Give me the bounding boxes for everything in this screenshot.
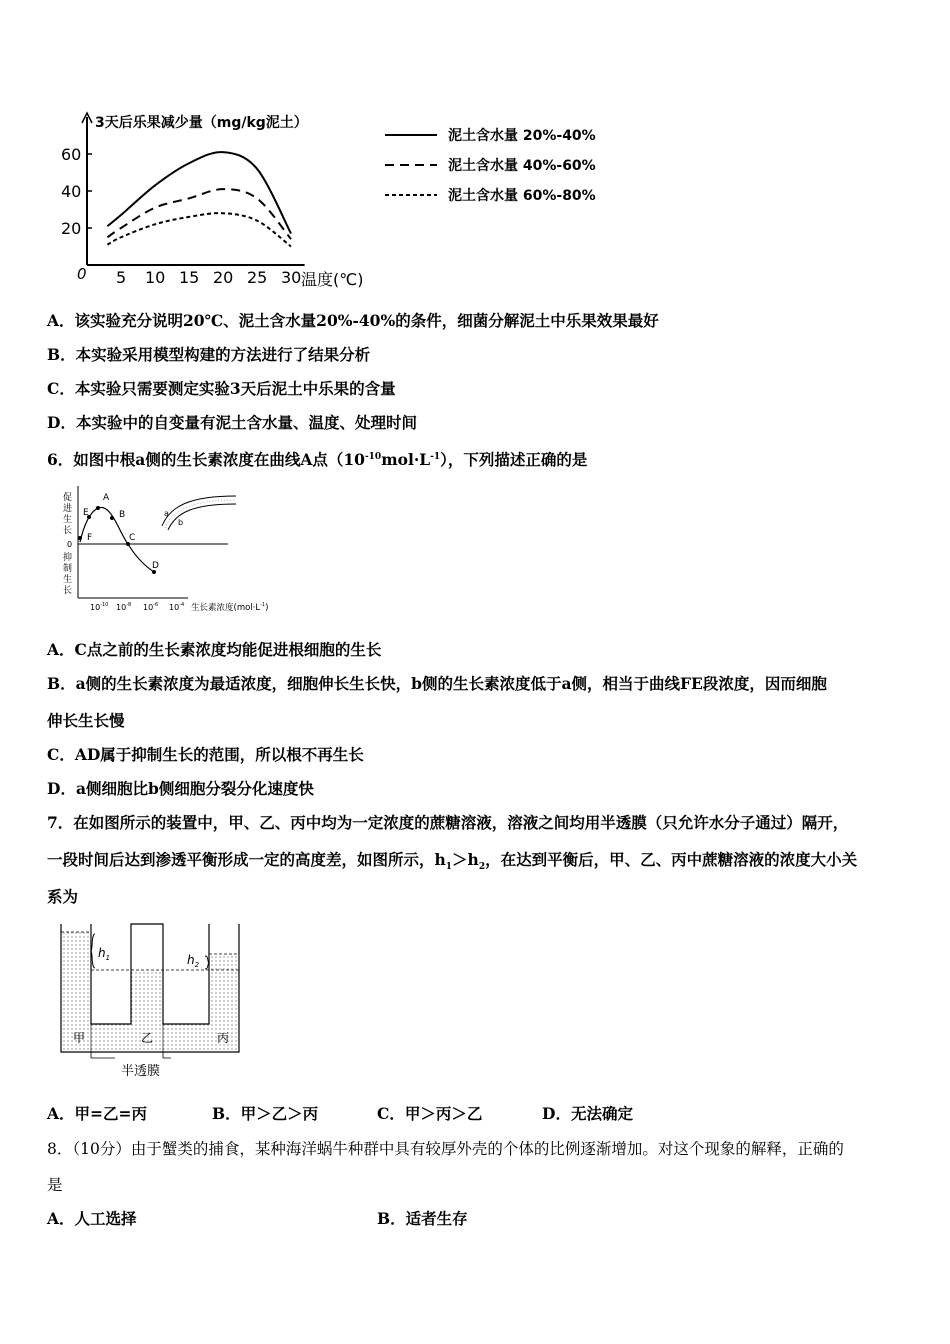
- x-axis-label: 生长素浓度$(mol\cdot L^{-1})$: [191, 602, 269, 613]
- q6-option-a: A．C点之前的生长素浓度均能促进根细胞的生长: [47, 640, 382, 659]
- y-label-5: 抑: [63, 553, 73, 563]
- root-label-b: b: [178, 518, 184, 527]
- legend-label-3: 泥土含水量 60%-80%: [448, 188, 596, 204]
- x-axis-label: 温度(℃): [301, 270, 364, 289]
- chart-title: 3天后乐果减少量（mg/kg泥土）: [95, 115, 308, 131]
- q7-stem-line3: 系为: [47, 887, 79, 906]
- y-label-8: 长: [63, 586, 73, 596]
- q8-option-b: B．适者生存: [377, 1209, 468, 1228]
- root-label-a: a: [164, 509, 169, 518]
- q5-option-c: C．本实验只需要测定实验3天后泥土中乐果的含量: [47, 379, 396, 398]
- q8-option-a: A．人工选择: [47, 1209, 137, 1228]
- x-tick-4: $10^{-4}$: [169, 602, 185, 612]
- legend-label-2: 泥土含水量 40%-60%: [448, 158, 596, 174]
- point-b: [110, 516, 114, 520]
- q8-stem-line2: 是: [47, 1176, 63, 1194]
- label-c: C: [129, 533, 136, 543]
- x-tick-3: $10^{-6}$: [143, 602, 159, 612]
- osmosis-device-figure: [55, 920, 245, 1085]
- label-e: E: [83, 508, 89, 518]
- label-membrane: 半透膜: [121, 1064, 161, 1079]
- fluid-yi-column: [131, 970, 163, 1030]
- q6-stem: 6．如图中根a侧的生长素浓度在曲线A点$(10^{-10}mol\cdot L^{-1})$，下列描述正确的是: [47, 450, 588, 470]
- legend-label-1: 泥土含水量 20%-40%: [448, 128, 596, 144]
- q8-options-row: [47, 1209, 468, 1229]
- y-label-6: 制: [63, 564, 73, 574]
- q5-option-b: B．本实验采用模型构建的方法进行了结果分析: [47, 345, 371, 364]
- y-label-2: 进: [63, 504, 73, 514]
- x-ticks: [90, 602, 184, 612]
- label-a: A: [103, 493, 110, 503]
- q6-option-b-line1: B．a侧的生长素浓度为最适浓度，细胞伸长生长快，b侧的生长素浓度低于a侧，相当于曲线FE段浓度，因而细胞: [47, 674, 827, 693]
- label-jia: 甲: [73, 1031, 86, 1045]
- label-b: B: [119, 510, 126, 520]
- x-tick-label: 15: [179, 268, 200, 287]
- auxin-curve-figure: [58, 480, 308, 620]
- q7-stem-line1: 7．在如图所示的装置中，甲、乙、丙中均为一定浓度的蔗糖溶液，溶液之间均用半透膜（只允许水分子通过）隔开，: [47, 813, 849, 832]
- q7-options-row: [47, 1104, 633, 1124]
- fluid-bing-column: [209, 954, 239, 1030]
- label-bing: 丙: [217, 1031, 230, 1045]
- x-tick-label: 25: [247, 268, 268, 287]
- h1-label: $h_1$: [98, 946, 111, 962]
- q7-option-b: B．甲＞乙＞丙: [212, 1104, 319, 1123]
- q6-option-c: C．AD属于抑制生长的范围，所以根不再生长: [47, 745, 364, 764]
- h2-label: $h_2$: [187, 953, 200, 969]
- label-yi: 乙: [141, 1031, 154, 1045]
- y-tick-label: 40: [61, 182, 82, 201]
- x-tick-label: 20: [213, 268, 234, 287]
- x-tick-label: 5: [116, 268, 127, 287]
- x-tick-label: 30: [281, 268, 302, 287]
- x-tick-2: $10^{-8}$: [116, 602, 132, 612]
- y-tick-label: 60: [61, 145, 82, 164]
- y-label-3: 生: [63, 515, 73, 525]
- y-label-7: 生: [63, 575, 73, 585]
- y-label-1: 促: [63, 493, 73, 503]
- label-f: F: [87, 533, 93, 543]
- pesticide-reduction-chart: [55, 105, 615, 290]
- q8-stem-line1: 8．（10分）由于蟹类的捕食，某种海洋蜗牛种群中具有较厚外壳的个体的比例逐渐增加。对这个现象的解释，正确的: [47, 1140, 844, 1158]
- q7-option-c: C．甲＞丙＞乙: [377, 1104, 483, 1123]
- chart-plot: [61, 113, 596, 289]
- x-tick-label: 10: [145, 268, 166, 287]
- x-tick-1: $10^{-10}$: [90, 602, 109, 612]
- origin-label: 0: [77, 265, 87, 283]
- q7-stem-line2: 一段时间后达到渗透平衡形成一定的高度差，如图所示，$h_1>h_2$，在达到平衡后，甲、乙、丙中蔗糖溶液的浓度大小关: [47, 850, 858, 873]
- y-label-4: 长: [63, 526, 73, 536]
- point-f: [78, 536, 82, 540]
- q5-option-d: D．本实验中的自变量有泥土含水量、温度、处理时间: [47, 413, 417, 432]
- point-a: [96, 506, 100, 510]
- membrane-pointer: [91, 1052, 171, 1058]
- q7-option-d: D．无法确定: [542, 1104, 633, 1123]
- y-tick-label: 20: [61, 219, 82, 238]
- label-d: D: [152, 561, 159, 571]
- y-zero: 0: [67, 540, 73, 549]
- q5-option-a: A．该实验充分说明20℃、泥土含水量20%-40%的条件，细菌分解泥土中乐果效果最好: [47, 311, 659, 330]
- series-line-1: [107, 152, 291, 233]
- q7-option-a: A．甲=乙=丙: [47, 1104, 148, 1123]
- q6-option-b-line2: 伸长生长慢: [47, 711, 125, 730]
- q6-option-d: D．a侧细胞比b侧细胞分裂分化速度快: [47, 779, 314, 798]
